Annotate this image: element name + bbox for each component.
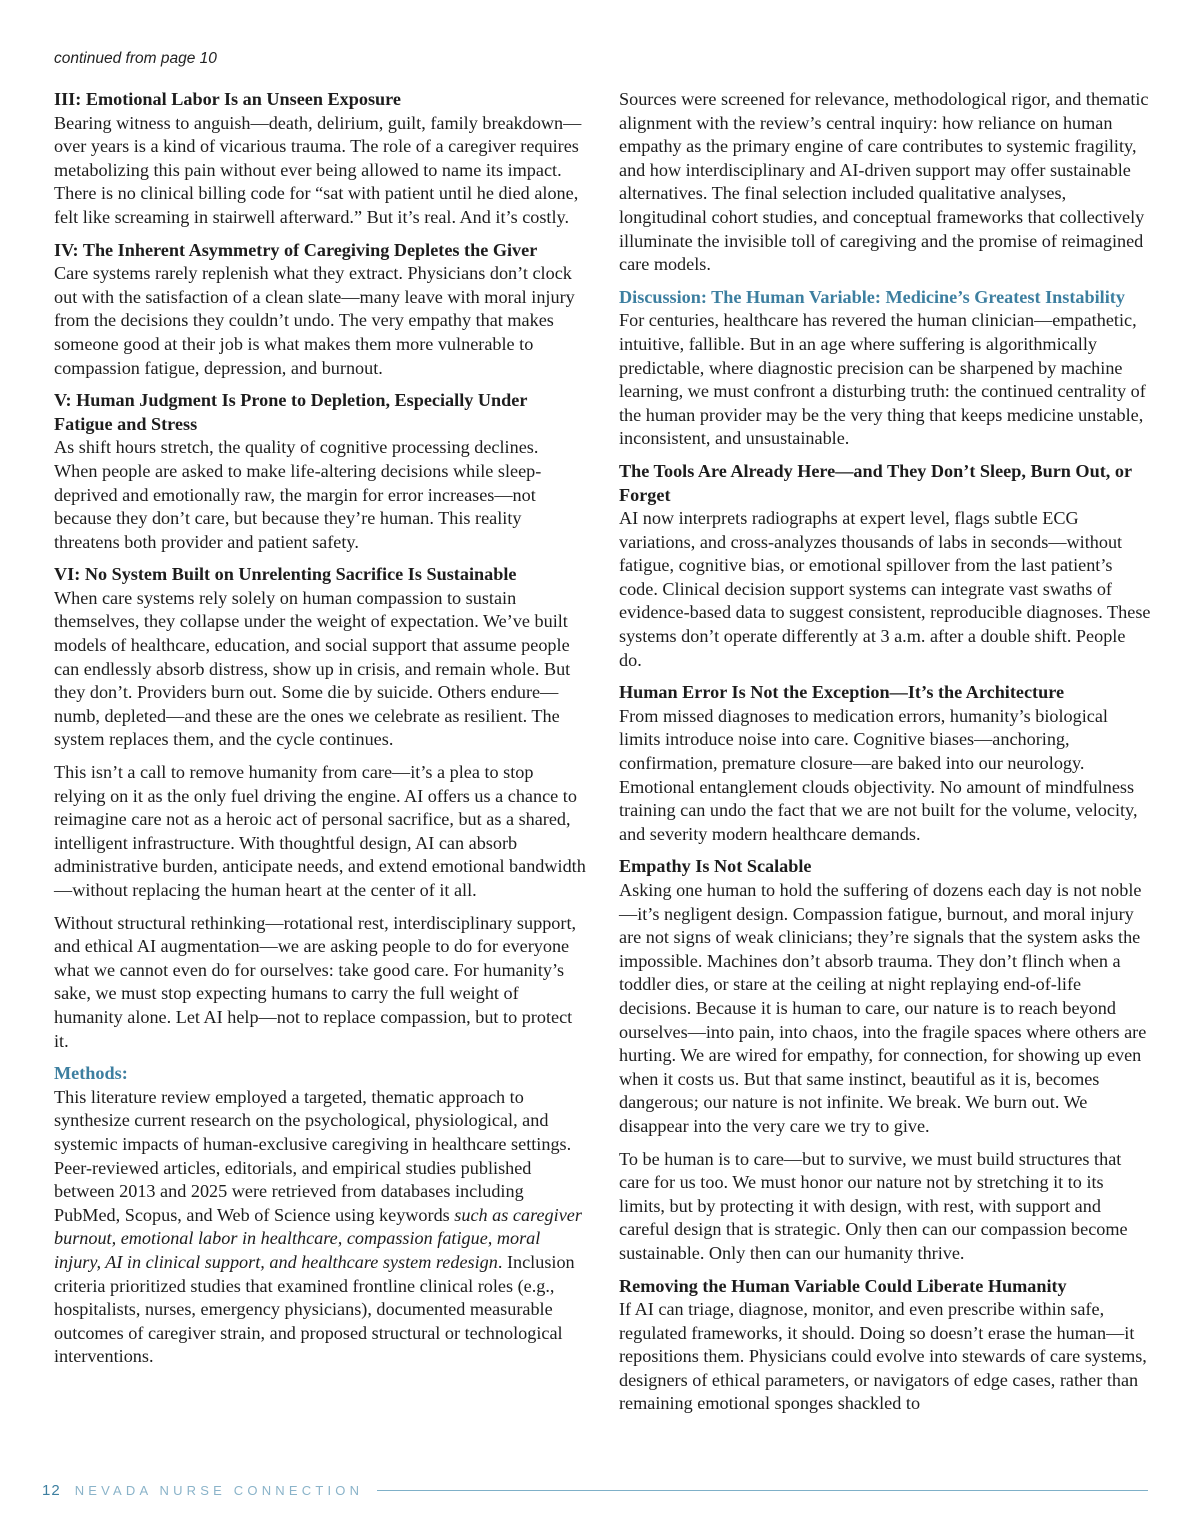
section-heading: The Tools Are Already Here—and They Don’t Sleep, Burn Out, or Forget bbox=[619, 460, 1132, 505]
section-body: AI now interprets radiographs at expert level, flags subtle ECG variations, and cross-analyzes thousands of labs in seconds—without fatigue, cognitive bias, or emotional spillover from the last patient’s code. Clinical decision support systems can integrate vast swaths of evidence-based data to suggest consistent, reproducible diagnoses. These systems don’t operate differently at 3 a.m. after a double shift. People do. bbox=[619, 508, 1151, 670]
tools-section bbox=[619, 460, 1151, 672]
body-paragraph: Sources were screened for relevance, methodological rigor, and thematic alignment with the review’s central inquiry: how reliance on human empathy as the primary engine of care contributes to systemic fragility, and how interdisciplinary and AI-driven support may offer sustainable alternatives. The final selection included qualitative analyses, longitudinal cohort studies, and conceptual frameworks that collectively illuminate the invisible toll of caregiving and the promise of reimagined care models. bbox=[619, 89, 1149, 275]
methods-section bbox=[54, 1062, 586, 1369]
section-heading: Removing the Human Variable Could Liberate Humanity bbox=[619, 1275, 1067, 1296]
section-heading: Empathy Is Not Scalable bbox=[619, 856, 812, 877]
section-body: As shift hours stretch, the quality of cognitive processing declines. When people are asked to make life-altering decisions while sleep-deprived and emotionally raw, the margin for error increases—not because they don’t care, but because they’re human. This reality threatens both provider and patient safety. bbox=[54, 437, 542, 552]
right-column bbox=[619, 88, 1151, 1416]
continued-note: continued from page 10 bbox=[54, 50, 217, 67]
section-iii bbox=[54, 88, 586, 230]
discussion-section bbox=[619, 286, 1151, 451]
section-heading: IV: The Inherent Asymmetry of Caregiving Depletes the Giver bbox=[54, 239, 538, 260]
section-body: If AI can triage, diagnose, monitor, and even prescribe within safe, regulated frameworks, it should. Doing so doesn’t erase the human—it repositions them. Physicians could evolve into stewards of care systems, designers of ethical parameters, or navigators of edge cases, rather than remaining emotional sponges shackled to bbox=[619, 1299, 1147, 1414]
methods-body-a: This literature review employed a targeted, thematic approach to synthesize current research on the psychological, physiological, and systemic impacts of human-exclusive caregiving in healthcare settings. Peer-reviewed articles, editorials, and empirical studies published between 2013 and 2025 were retrieved from databases including PubMed, Scopus, and Web of Science using keywords bbox=[54, 1086, 572, 1225]
section-heading: V: Human Judgment Is Prone to Depletion, Especially Under Fatigue and Stress bbox=[54, 390, 528, 434]
left-column bbox=[54, 88, 586, 1369]
empathy-section bbox=[619, 855, 1151, 1138]
section-heading: VI: No System Built on Unrelenting Sacrifice Is Sustainable bbox=[54, 564, 517, 585]
section-heading: III: Emotional Labor Is an Unseen Exposure bbox=[54, 89, 401, 109]
section-v bbox=[54, 389, 586, 554]
remove-section bbox=[619, 1275, 1151, 1417]
section-body: Care systems rarely replenish what they extract. Physicians don’t clock out with the satisfaction of a clean slate—many leave with moral injury from the decisions they couldn’t undo. The very empathy that makes someone good at their job is what makes them more vulnerable to compassion fatigue, depression, and burnout. bbox=[54, 263, 575, 378]
discussion-heading: Discussion: The Human Variable: Medicine’s Greatest Instability bbox=[619, 286, 1125, 307]
error-section bbox=[619, 681, 1151, 846]
section-body: For centuries, healthcare has revered the human clinician—empathetic, intuitive, fallible. But in an age where suffering is algorithmically predictable, where diagnostic precision can be sharpened by machine learning, we must confront a disturbing truth: the continued centrality of the human provider may be the very thing that keeps medicine unstable, inconsistent, and unsustainable. bbox=[619, 310, 1146, 449]
section-body: When care systems rely solely on human compassion to sustain themselves, they collapse under the weight of expectation. We’ve built models of healthcare, education, and social support that assume people can endlessly absorb distress, show up in crisis, and remain whole. But they don’t. Providers burn out. Some die by suicide. Others endure—numb, depleted—and these are the ones we celebrate as resilient. The system replaces them, and the cycle continues. bbox=[54, 587, 571, 750]
section-vi bbox=[54, 563, 586, 752]
methods-keywords: such as caregiver burnout, emotional labor in healthcare, compassion fatigue, moral injury, AI in clinical support, and healthcare system redesign bbox=[54, 1204, 582, 1272]
section-iv bbox=[54, 239, 586, 381]
section-body: From missed diagnoses to medication errors, humanity’s biological limits introduce noise into care. Cognitive biases—anchoring, confirmation, premature closure—are baked into our neurology. Emotional entanglement clouds objectivity. No amount of mindfulness training can undo the fact that we are not built for the volume, velocity, and severity modern healthcare demands. bbox=[619, 705, 1138, 844]
page-footer bbox=[42, 1480, 1148, 1500]
publication-name: NEVADA NURSE CONNECTION bbox=[74, 1482, 364, 1498]
page-number: 12 bbox=[42, 1481, 61, 1499]
body-paragraph: Without structural rethinking—rotational rest, interdisciplinary support, and ethical AI augmentation—we are asking people to do for everyone what we cannot even do for ourselves: take good care. For humanity’s sake, we must stop expecting humans to carry the full weight of humanity alone. Let AI help—not to replace compassion, but to protect it. bbox=[54, 912, 577, 1051]
section-body: Bearing witness to anguish—death, delirium, guilt, family breakdown—over years is a kind of vicarious trauma. The role of a caregiver requires metabolizing this pain without ever being allowed to name its impact. There is no clinical billing code for “sat with patient until he died alone, felt like screaming in stairwell afterward.” But it’s real. And it’s costly. bbox=[54, 112, 582, 227]
body-paragraph: To be human is to care—but to survive, we must build structures that care for us too. We must honor our nature not by stretching it to its limits, but by protecting it with design, with rest, with support and careful design that is strategic. Only then can our compassion become sustainable. Only then can our humanity thrive. bbox=[619, 1148, 1128, 1263]
section-body: Asking one human to hold the suffering of dozens each day is not noble—it’s negligent design. Compassion fatigue, burnout, and moral injury are not signs of weak clinicians; they’re signals that the system asks the impossible. Machines don’t absorb trauma. They don’t flinch when a toddler dies, or stare at the ceiling at night replaying end-of-life decisions. Because it is human to care, our nature is to reach beyond ourselves—into pain, into chaos, into the fragile spaces where others are hurting. We are wired for empathy, for connection, for showing up even when it costs us. But that same instinct, beautiful as it is, becomes dangerous; our nature is not infinite. We break. We burn out. We disappear into the very care we try to give. bbox=[619, 880, 1147, 1136]
footer-rule bbox=[377, 1490, 1148, 1491]
section-heading: Human Error Is Not the Exception—It’s the Architecture bbox=[619, 682, 1065, 703]
methods-body-b: . Inclusion criteria prioritized studies that examined frontline clinical roles (e.g., hospitalists, nurses, emergency physicians), documented measurable outcomes of caregiver strain, and proposed structural or technological interventions. bbox=[54, 1251, 575, 1367]
body-paragraph: This isn’t a call to remove humanity from care—it’s a plea to stop relying on it as the only fuel driving the engine. AI offers us a chance to reimagine care not as a heroic act of personal sacrifice, but as a shared, intelligent infrastructure. With thoughtful design, AI can absorb administrative burden, anticipate needs, and extend emotional bandwidth—without replacing the human heart at the center of it all. bbox=[54, 762, 586, 900]
methods-heading: Methods: bbox=[54, 1063, 128, 1084]
